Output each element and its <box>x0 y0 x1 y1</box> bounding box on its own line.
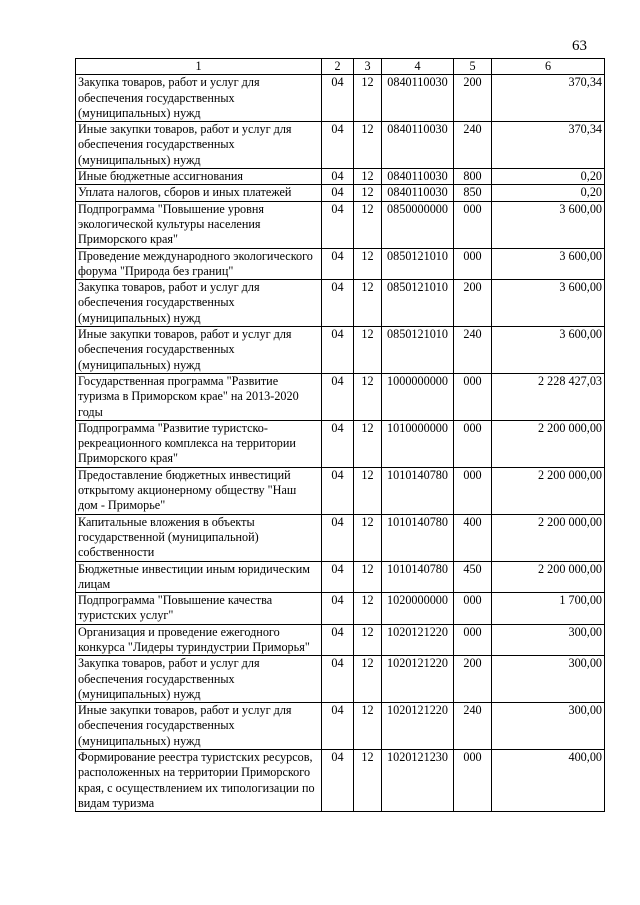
row-section: 04 <box>322 185 354 201</box>
row-expense-type: 400 <box>454 514 492 561</box>
row-name: Проведение международного экологического форума "Природа без границ" <box>76 248 322 280</box>
row-subsection: 12 <box>354 327 382 374</box>
row-subsection: 12 <box>354 467 382 514</box>
row-expense-type: 000 <box>454 201 492 248</box>
row-expense-type: 200 <box>454 280 492 327</box>
row-section: 04 <box>322 373 354 420</box>
header-col-6: 6 <box>492 59 605 75</box>
table-row <box>76 467 605 514</box>
table-row <box>76 373 605 420</box>
table-row <box>76 185 605 201</box>
row-expense-type: 000 <box>454 467 492 514</box>
row-name: Подпрограмма "Развитие туристско-рекреационного комплекса на территории Приморского края" <box>76 420 322 467</box>
row-name: Подпрограмма "Повышение уровня экологической культуры населения Приморского края" <box>76 201 322 248</box>
row-amount: 2 200 000,00 <box>492 420 605 467</box>
row-amount: 2 200 000,00 <box>492 561 605 593</box>
row-name: Подпрограмма "Повышение качества туристских услуг" <box>76 593 322 625</box>
row-expense-type: 200 <box>454 75 492 122</box>
header-col-4: 4 <box>382 59 454 75</box>
row-subsection: 12 <box>354 703 382 750</box>
row-target-code: 0840110030 <box>382 185 454 201</box>
row-name: Бюджетные инвестиции иным юридическим лицам <box>76 561 322 593</box>
row-expense-type: 000 <box>454 248 492 280</box>
row-section: 04 <box>322 327 354 374</box>
row-name: Закупка товаров, работ и услуг для обеспечения государственных (муниципальных) нужд <box>76 75 322 122</box>
row-section: 04 <box>322 75 354 122</box>
row-expense-type: 200 <box>454 656 492 703</box>
row-name: Предоставление бюджетных инвестиций открытому акционерному обществу "Наш дом - Приморье" <box>76 467 322 514</box>
row-amount: 2 200 000,00 <box>492 514 605 561</box>
row-amount: 3 600,00 <box>492 201 605 248</box>
row-amount: 400,00 <box>492 750 605 812</box>
row-subsection: 12 <box>354 373 382 420</box>
table-row <box>76 327 605 374</box>
table-row <box>76 624 605 656</box>
row-name: Иные закупки товаров, работ и услуг для обеспечения государственных (муниципальных) нужд <box>76 703 322 750</box>
table-row <box>76 201 605 248</box>
row-name: Капитальные вложения в объекты государственной (муниципальной) собственности <box>76 514 322 561</box>
row-amount: 3 600,00 <box>492 248 605 280</box>
row-expense-type: 850 <box>454 185 492 201</box>
row-target-code: 0850121010 <box>382 327 454 374</box>
row-subsection: 12 <box>354 185 382 201</box>
row-expense-type: 240 <box>454 703 492 750</box>
table-row <box>76 750 605 812</box>
row-subsection: 12 <box>354 561 382 593</box>
row-target-code: 1020121220 <box>382 703 454 750</box>
row-section: 04 <box>322 703 354 750</box>
table-row <box>76 122 605 169</box>
row-section: 04 <box>322 514 354 561</box>
row-subsection: 12 <box>354 248 382 280</box>
row-amount: 3 600,00 <box>492 327 605 374</box>
row-section: 04 <box>322 467 354 514</box>
row-amount: 300,00 <box>492 656 605 703</box>
table-row <box>76 593 605 625</box>
row-amount: 370,34 <box>492 75 605 122</box>
row-expense-type: 000 <box>454 593 492 625</box>
row-expense-type: 800 <box>454 169 492 185</box>
row-section: 04 <box>322 201 354 248</box>
row-subsection: 12 <box>354 201 382 248</box>
header-col-2: 2 <box>322 59 354 75</box>
row-name: Закупка товаров, работ и услуг для обеспечения государственных (муниципальных) нужд <box>76 280 322 327</box>
row-expense-type: 240 <box>454 327 492 374</box>
table-body <box>76 75 605 812</box>
row-name: Иные закупки товаров, работ и услуг для обеспечения государственных (муниципальных) нужд <box>76 122 322 169</box>
table-row <box>76 169 605 185</box>
row-target-code: 1010140780 <box>382 467 454 514</box>
row-target-code: 0850000000 <box>382 201 454 248</box>
row-name: Закупка товаров, работ и услуг для обеспечения государственных (муниципальных) нужд <box>76 656 322 703</box>
table-row <box>76 280 605 327</box>
row-section: 04 <box>322 122 354 169</box>
table-row <box>76 703 605 750</box>
row-amount: 2 200 000,00 <box>492 467 605 514</box>
row-section: 04 <box>322 280 354 327</box>
table-row <box>76 248 605 280</box>
row-target-code: 1010140780 <box>382 561 454 593</box>
row-name: Иные бюджетные ассигнования <box>76 169 322 185</box>
table-row <box>76 514 605 561</box>
row-target-code: 0840110030 <box>382 75 454 122</box>
row-target-code: 1020121220 <box>382 656 454 703</box>
row-subsection: 12 <box>354 624 382 656</box>
row-section: 04 <box>322 624 354 656</box>
row-subsection: 12 <box>354 593 382 625</box>
row-amount: 0,20 <box>492 185 605 201</box>
row-section: 04 <box>322 561 354 593</box>
row-subsection: 12 <box>354 656 382 703</box>
row-amount: 370,34 <box>492 122 605 169</box>
row-subsection: 12 <box>354 169 382 185</box>
row-name: Уплата налогов, сборов и иных платежей <box>76 185 322 201</box>
row-amount: 300,00 <box>492 624 605 656</box>
table-row <box>76 420 605 467</box>
row-name: Организация и проведение ежегодного конкурса "Лидеры туриндустрии Приморья" <box>76 624 322 656</box>
header-col-1: 1 <box>76 59 322 75</box>
row-section: 04 <box>322 593 354 625</box>
header-col-5: 5 <box>454 59 492 75</box>
row-subsection: 12 <box>354 420 382 467</box>
row-expense-type: 000 <box>454 750 492 812</box>
row-name: Формирование реестра туристских ресурсов, расположенных на территории Приморского края, с осуществлением их типологизации по видам туризма <box>76 750 322 812</box>
budget-table <box>75 58 605 812</box>
row-expense-type: 000 <box>454 420 492 467</box>
header-col-3: 3 <box>354 59 382 75</box>
header-row <box>76 59 605 75</box>
row-subsection: 12 <box>354 75 382 122</box>
row-expense-type: 000 <box>454 373 492 420</box>
row-amount: 3 600,00 <box>492 280 605 327</box>
row-expense-type: 450 <box>454 561 492 593</box>
row-target-code: 1000000000 <box>382 373 454 420</box>
row-target-code: 0850121010 <box>382 280 454 327</box>
row-expense-type: 000 <box>454 624 492 656</box>
row-name: Иные закупки товаров, работ и услуг для обеспечения государственных (муниципальных) нужд <box>76 327 322 374</box>
row-subsection: 12 <box>354 750 382 812</box>
row-expense-type: 240 <box>454 122 492 169</box>
page-number: 63 <box>572 38 587 54</box>
row-target-code: 1020000000 <box>382 593 454 625</box>
row-section: 04 <box>322 750 354 812</box>
row-section: 04 <box>322 656 354 703</box>
row-section: 04 <box>322 169 354 185</box>
row-target-code: 1020121230 <box>382 750 454 812</box>
row-subsection: 12 <box>354 514 382 561</box>
table-row <box>76 656 605 703</box>
row-amount: 0,20 <box>492 169 605 185</box>
table-row <box>76 561 605 593</box>
row-amount: 300,00 <box>492 703 605 750</box>
row-target-code: 1010140780 <box>382 514 454 561</box>
row-target-code: 1010000000 <box>382 420 454 467</box>
row-section: 04 <box>322 248 354 280</box>
row-amount: 2 228 427,03 <box>492 373 605 420</box>
row-target-code: 0840110030 <box>382 122 454 169</box>
row-subsection: 12 <box>354 280 382 327</box>
row-amount: 1 700,00 <box>492 593 605 625</box>
row-target-code: 1020121220 <box>382 624 454 656</box>
table-row <box>76 75 605 122</box>
row-target-code: 0850121010 <box>382 248 454 280</box>
row-name: Государственная программа "Развитие туризма в Приморском крае" на 2013-2020 годы <box>76 373 322 420</box>
row-target-code: 0840110030 <box>382 169 454 185</box>
row-section: 04 <box>322 420 354 467</box>
row-subsection: 12 <box>354 122 382 169</box>
